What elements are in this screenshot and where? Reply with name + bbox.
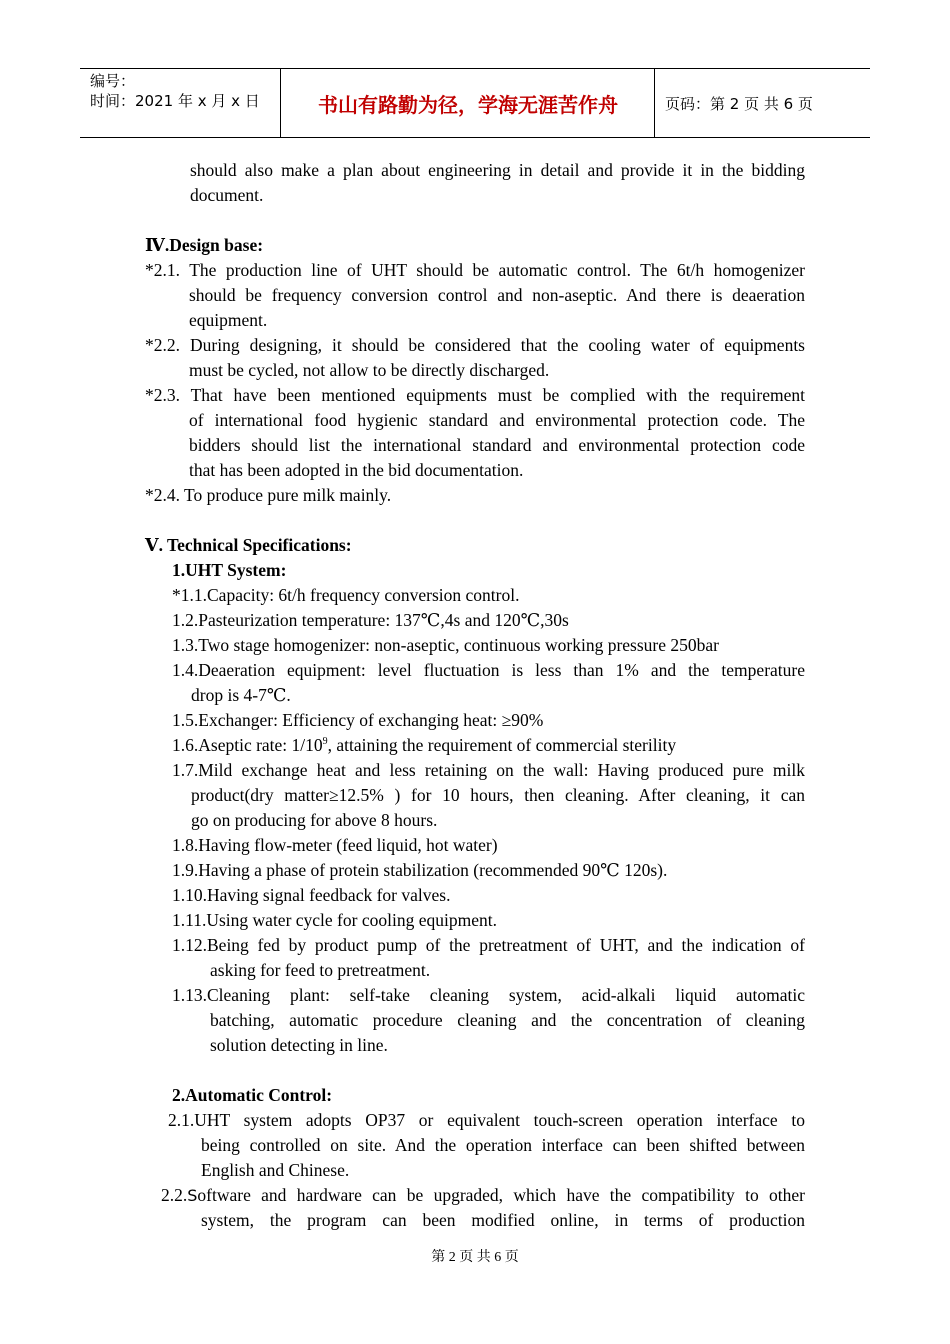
section-heading: Ⅳ.Design base: (145, 235, 264, 255)
subsection-heading: 2.Automatic Control: (172, 1085, 333, 1105)
body-line: 1.5.Exchanger: Efficiency of exchanging heat: ≥90% (172, 710, 544, 730)
header-divider (280, 69, 281, 137)
body-line: product(dry matter≥12.5% ) for 10 hours, then cleaning. After cleaning, it can (191, 785, 805, 805)
body-line: being controlled on site. And the operation interface can been shifted between (201, 1135, 805, 1155)
body-line: drop is 4-7℃. (191, 685, 291, 705)
text-run: , attaining the requirement of commercial sterility (327, 735, 677, 755)
page-footer: 第 2 页 共 6 页 (431, 1250, 519, 1265)
body-line: asking for feed to pretreatment. (210, 960, 431, 980)
body-line: 1.3.Two stage homogenizer: non-aseptic, continuous working pressure 250bar (172, 635, 719, 655)
body-line: 1.10.Having signal feedback for valves. (172, 885, 451, 905)
body-line: *2.2. During designing, it should be considered that the cooling water of equipments (145, 335, 805, 355)
body-line: *2.4. To produce pure milk mainly. (145, 485, 392, 505)
body-line: document. (190, 185, 264, 205)
body-line: system, the program can been modified online, in terms of production (201, 1210, 805, 1230)
body-line: English and Chinese. (201, 1160, 350, 1180)
page-header (80, 68, 870, 138)
text-run: S (187, 1186, 198, 1205)
body-line: must be cycled, not allow to be directly discharged. (189, 360, 550, 380)
serial-label: 编号： (90, 72, 136, 90)
body-line: bidders should list the international standard and environmental protection code (189, 435, 805, 455)
header-motto: 书山有路勤为径，学海无涯苦作舟 (318, 93, 618, 117)
body-line: that has been adopted in the bid documentation. (189, 460, 524, 480)
body-line (172, 733, 676, 758)
body-line: solution detecting in line. (210, 1035, 388, 1055)
body-line: 1.12.Being fed by product pump of the pretreatment of UHT, and the indication of (172, 935, 805, 955)
body-line: 1.4.Deaeration equipment: level fluctuation is less than 1% and the temperature (172, 660, 805, 680)
section-heading: Ⅴ. Technical Specifications: (145, 535, 352, 555)
body-line: of international food hygienic standard and environmental protection code. The (189, 410, 805, 430)
body-line: 1.2.Pasteurization temperature: 137℃,4s and 120℃,30s (172, 610, 569, 630)
body-line: 1.8.Having flow-meter (feed liquid, hot water) (172, 835, 498, 855)
body-line: 1.11.Using water cycle for cooling equipment. (172, 910, 497, 930)
body-line: 1.13.Cleaning plant: self-take cleaning system, acid-alkali liquid automatic (172, 985, 805, 1005)
body-line: should be frequency conversion control and non-aseptic. And there is deaeration (189, 285, 805, 305)
body-line: *1.1.Capacity: 6t/h frequency conversion control. (172, 585, 520, 605)
body-line: go on producing for above 8 hours. (191, 810, 438, 830)
body-line (161, 1183, 805, 1208)
body-line: 1.9.Having a phase of protein stabilization (recommended 90℃ 120s). (172, 860, 668, 880)
header-divider (654, 69, 655, 137)
header-left (90, 71, 260, 111)
body-line: batching, automatic procedure cleaning and the concentration of cleaning (210, 1010, 805, 1030)
body-line: equipment. (189, 310, 268, 330)
superscript: 9 (322, 736, 328, 747)
body-line: 1.7.Mild exchange heat and less retaining on the wall: Having produced pure milk (172, 760, 805, 780)
time-label: 时间：2021 年 x 月 x 日 (90, 92, 260, 110)
text-run: 1.6.Aseptic rate: 1/10 (172, 735, 323, 755)
body-line: *2.3. That have been mentioned equipments must be complied with the requirement (145, 385, 805, 405)
text-run: oftware and hardware can be upgraded, which have the compatibility to other (197, 1185, 805, 1205)
body-line: should also make a plan about engineering in detail and provide it in the bidding (190, 160, 805, 180)
header-page-info: 页码：第 2 页 共 6 页 (665, 95, 813, 113)
body-line: 2.1.UHT system adopts OP37 or equivalent touch-screen operation interface to (168, 1110, 805, 1130)
text-run: 2.2. (161, 1185, 188, 1205)
body-line: *2.1. The production line of UHT should be automatic control. The 6t/h homogenizer (145, 260, 805, 280)
subsection-heading: 1.UHT System: (172, 560, 287, 580)
